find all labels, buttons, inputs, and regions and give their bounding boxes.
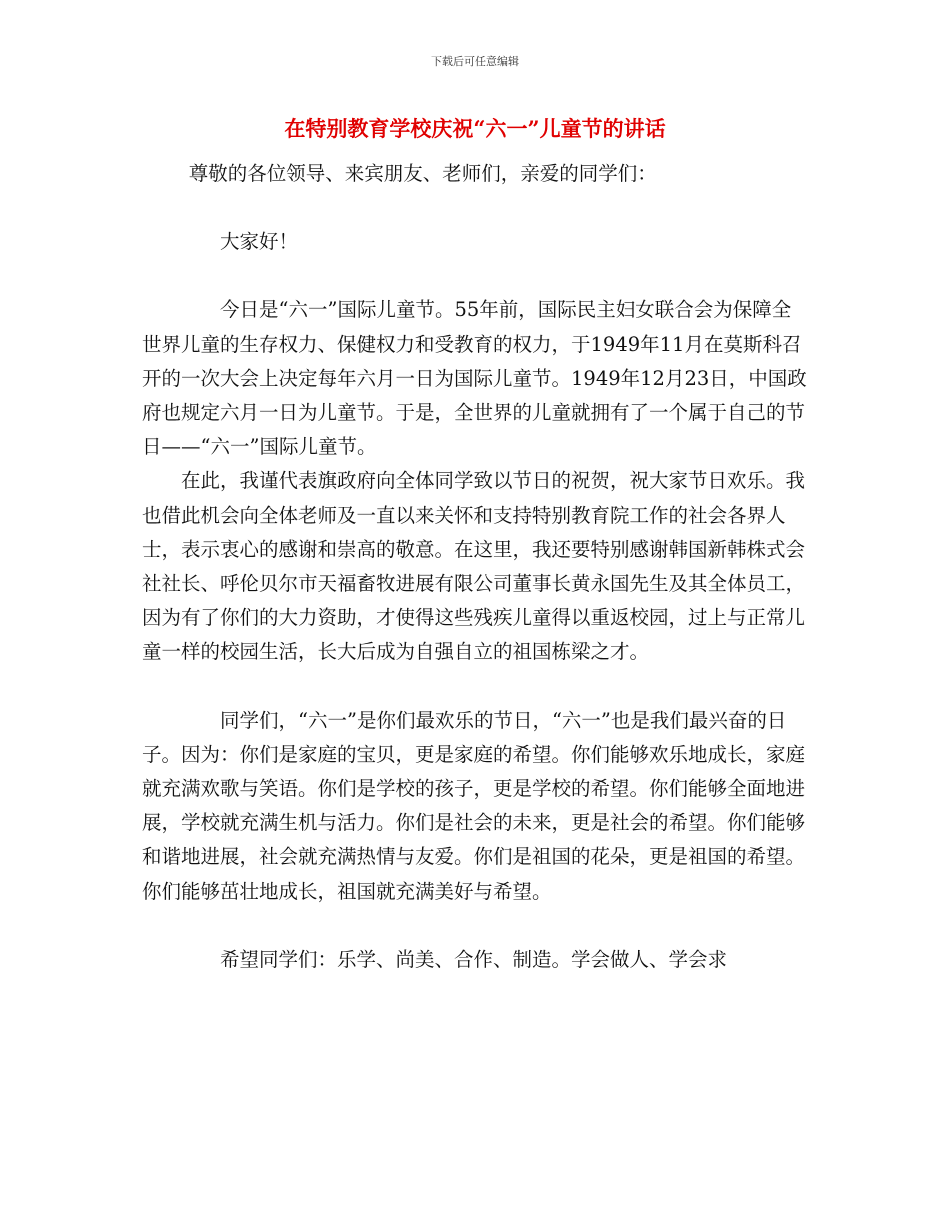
paragraph-4: 希望同学们：乐学、尚美、合作、制造。学会做人、学会求 bbox=[220, 947, 728, 971]
document-body bbox=[142, 157, 808, 977]
spacer bbox=[142, 191, 808, 225]
document-title: 在特别教育学校庆祝“六一”儿童节的讲话 bbox=[284, 116, 666, 141]
paragraph-2: 在此，我谨代表旗政府向全体同学致以节日的祝贺，祝大家节日欢乐。我也借此机会向全体老师及一直以来关怀和支持特别教育院工作的社会各界人士，表示衷心的感谢和崇高的敬意。在这里，我还要特别感谢韩国新韩株式会社社长、呼伦贝尔市天福畜牧进展有限公司董事长黄永国先生及其全体员工，因为有了你们的大力资助，才使得这些残疾儿童得以重返校园，过上与正常儿童一样的校园生活，长大后成为自强自立的祖国栋梁之才。 bbox=[142, 469, 806, 664]
spacer bbox=[142, 259, 808, 293]
paragraph-1: 今日是“六一”国际儿童节。55年前，国际民主妇女联合会为保障全世界儿童的生存权力、保健权力和受教育的权力，于1949年11月在莫斯科召开的一次大会上决定每年六月一日为国际儿童节。1949年12月23日，中国政府也规定六月一日为儿童节。于是，全世界的儿童就拥有了一个属于自己的节日——“六一”国际儿童节。 bbox=[142, 298, 807, 459]
greeting-paragraph: 尊敬的各位领导、来宾朋友、老师们，亲爱的同学们： bbox=[188, 162, 657, 185]
spacer bbox=[142, 670, 808, 704]
header-note: 下载后可任意编辑 bbox=[431, 55, 519, 68]
spacer bbox=[142, 909, 808, 943]
hello-paragraph: 大家好！ bbox=[220, 230, 299, 254]
paragraph-3: 同学们，“六一”是你们最欢乐的节日，“六一”也是我们最兴奋的日子。因为：你们是家庭的宝贝，更是家庭的希望。你们能够欢乐地成长，家庭就充满欢歌与笑语。你们是学校的孩子，更是学校的希望。你们能够全面地进展，学校就充满生机与活力。你们是社会的未来，更是社会的希望。你们能够和谐地进展，社会就充满热情与友爱。你们是祖国的花朵，更是祖国的希望。你们能够茁壮地成长，祖国就充满美好与希望。 bbox=[142, 708, 806, 903]
